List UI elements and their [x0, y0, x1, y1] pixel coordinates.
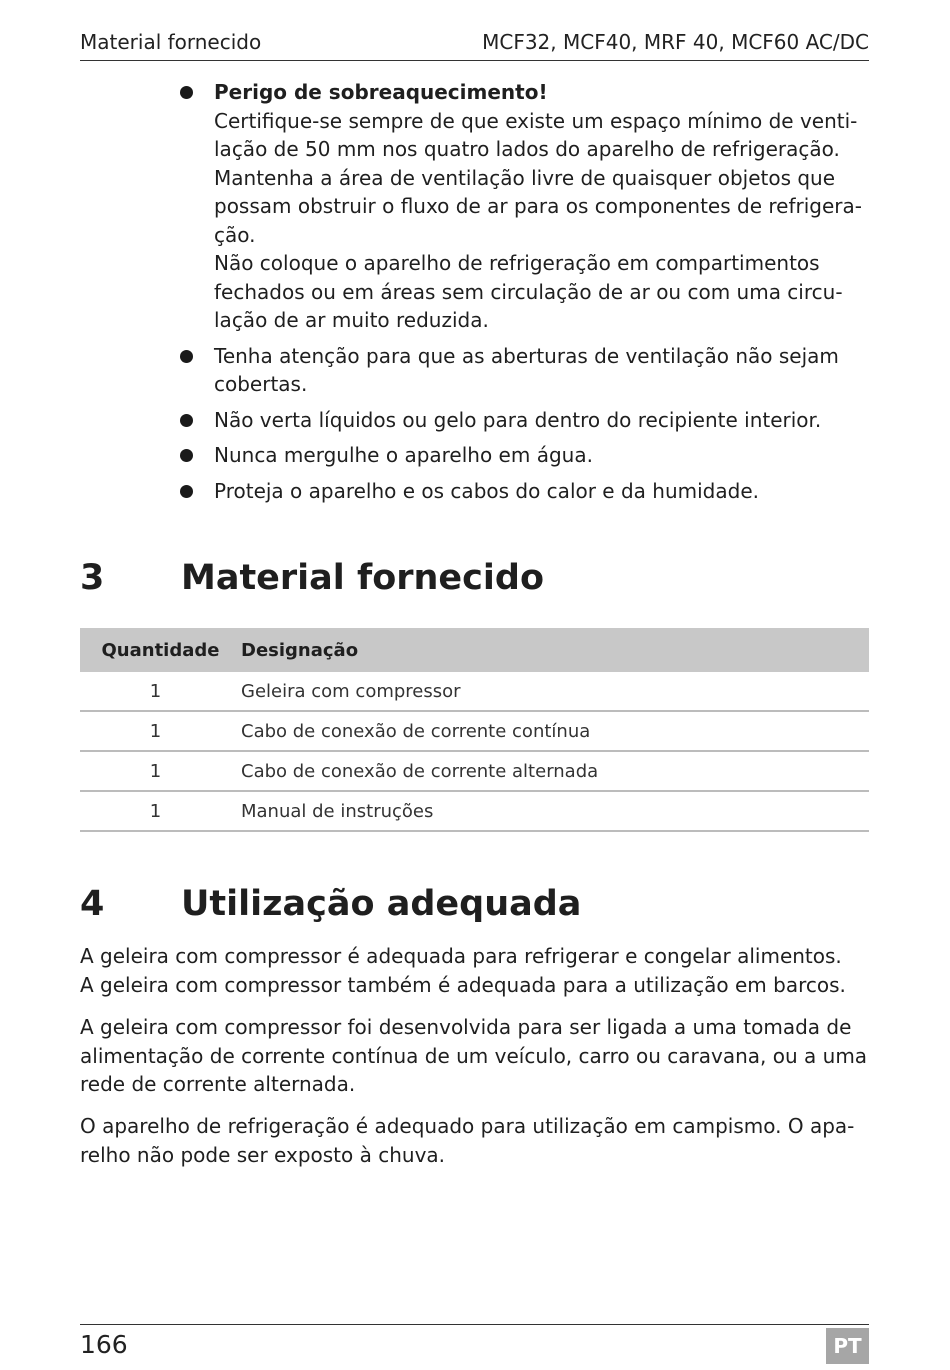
- bullet-icon: [180, 449, 193, 462]
- section-4-heading: [80, 884, 581, 924]
- paragraph: [80, 1112, 870, 1169]
- section-number: 3: [80, 558, 105, 598]
- list-item-line: Nunca mergulhe o aparelho em água.: [214, 443, 593, 467]
- section-title: Utilização adequada: [181, 884, 582, 924]
- paragraph-line: rede de corrente alternada.: [80, 1072, 356, 1096]
- table-row: [80, 711, 869, 751]
- paragraph: [80, 1013, 870, 1099]
- paragraph-line: A geleira com compressor foi desenvolvida para ser ligada a uma tomada de: [80, 1015, 852, 1039]
- safety-bullet-list: [180, 78, 870, 512]
- list-item-line: lação de ar muito reduzida.: [214, 308, 489, 332]
- list-item-line: Proteja o aparelho e os cabos do calor e da humidade.: [214, 478, 759, 503]
- section-number: 4: [80, 884, 105, 924]
- list-item-line: ção.: [214, 222, 256, 247]
- list-item-line: cobertas.: [214, 372, 308, 396]
- paragraph-line: A geleira com compressor também é adequada para a utilização em barcos.: [80, 972, 846, 997]
- column-header-designation: Designação: [241, 628, 869, 672]
- list-item-line: Tenha atenção para que as aberturas de ventilação não sejam: [214, 343, 839, 368]
- list-item: [180, 78, 870, 335]
- paragraph: [80, 942, 870, 999]
- list-item: [180, 441, 870, 470]
- list-item: [180, 477, 870, 506]
- list-item-line: lação de 50 mm nos quatro lados do aparelho de refrigeração.: [214, 137, 840, 161]
- supplied-items-table: [80, 628, 869, 832]
- list-item: [180, 342, 870, 399]
- page-header: [80, 28, 869, 61]
- bullet-icon: [180, 485, 193, 498]
- paragraph-line: alimentação de corrente contínua de um veículo, carro ou caravana, ou a uma: [80, 1043, 868, 1068]
- bullet-icon: [180, 350, 193, 363]
- list-item-line: Não verta líquidos ou gelo para dentro do recipiente interior.: [214, 407, 822, 432]
- list-item: [180, 406, 870, 435]
- designation-cell: Cabo de conexão de corrente contínua: [241, 711, 869, 751]
- designation-cell: Geleira com compressor: [241, 672, 869, 711]
- section-title: Material fornecido: [181, 558, 545, 598]
- quantity-cell: 1: [80, 751, 241, 791]
- paragraph-line: relho não pode ser exposto à chuva.: [80, 1142, 446, 1167]
- list-item-line: Certifique-se sempre de que existe um espaço mínimo de venti-: [214, 108, 858, 133]
- designation-cell: Manual de instruções: [241, 791, 869, 831]
- list-item-line: Mantenha a área de ventilação livre de quaisquer objetos que: [214, 165, 836, 190]
- table-row: [80, 791, 869, 831]
- table-header-row: [80, 628, 869, 672]
- language-badge: PT: [826, 1328, 869, 1364]
- column-header-quantity: Quantidade: [80, 628, 241, 672]
- designation-cell: Cabo de conexão de corrente alternada: [241, 751, 869, 791]
- list-item-line: Não coloque o aparelho de refrigeração em compartimentos: [214, 251, 820, 275]
- paragraph-line: O aparelho de refrigeração é adequado para utilização em campismo. O apa-: [80, 1114, 855, 1138]
- page-number: 166: [80, 1330, 128, 1359]
- footer-divider: [80, 1324, 869, 1325]
- section-3-heading: [80, 558, 544, 598]
- header-model-list: MCF32, MCF40, MRF 40, MCF60 AC/DC: [482, 30, 869, 54]
- header-section-title: Material fornecido: [80, 30, 262, 54]
- list-item-line: possam obstruir o fluxo de ar para os componentes de refrigera-: [214, 194, 862, 218]
- bullet-icon: [180, 86, 193, 99]
- table-row: [80, 672, 869, 711]
- quantity-cell: 1: [80, 711, 241, 751]
- quantity-cell: 1: [80, 672, 241, 711]
- paragraph-line: A geleira com compressor é adequada para refrigerar e congelar alimentos.: [80, 944, 842, 968]
- bullet-icon: [180, 414, 193, 427]
- warning-title: Perigo de sobreaquecimento!: [214, 80, 548, 104]
- list-item-line: fechados ou em áreas sem circulação de ar ou com uma circu-: [214, 279, 843, 304]
- table-row: [80, 751, 869, 791]
- quantity-cell: 1: [80, 791, 241, 831]
